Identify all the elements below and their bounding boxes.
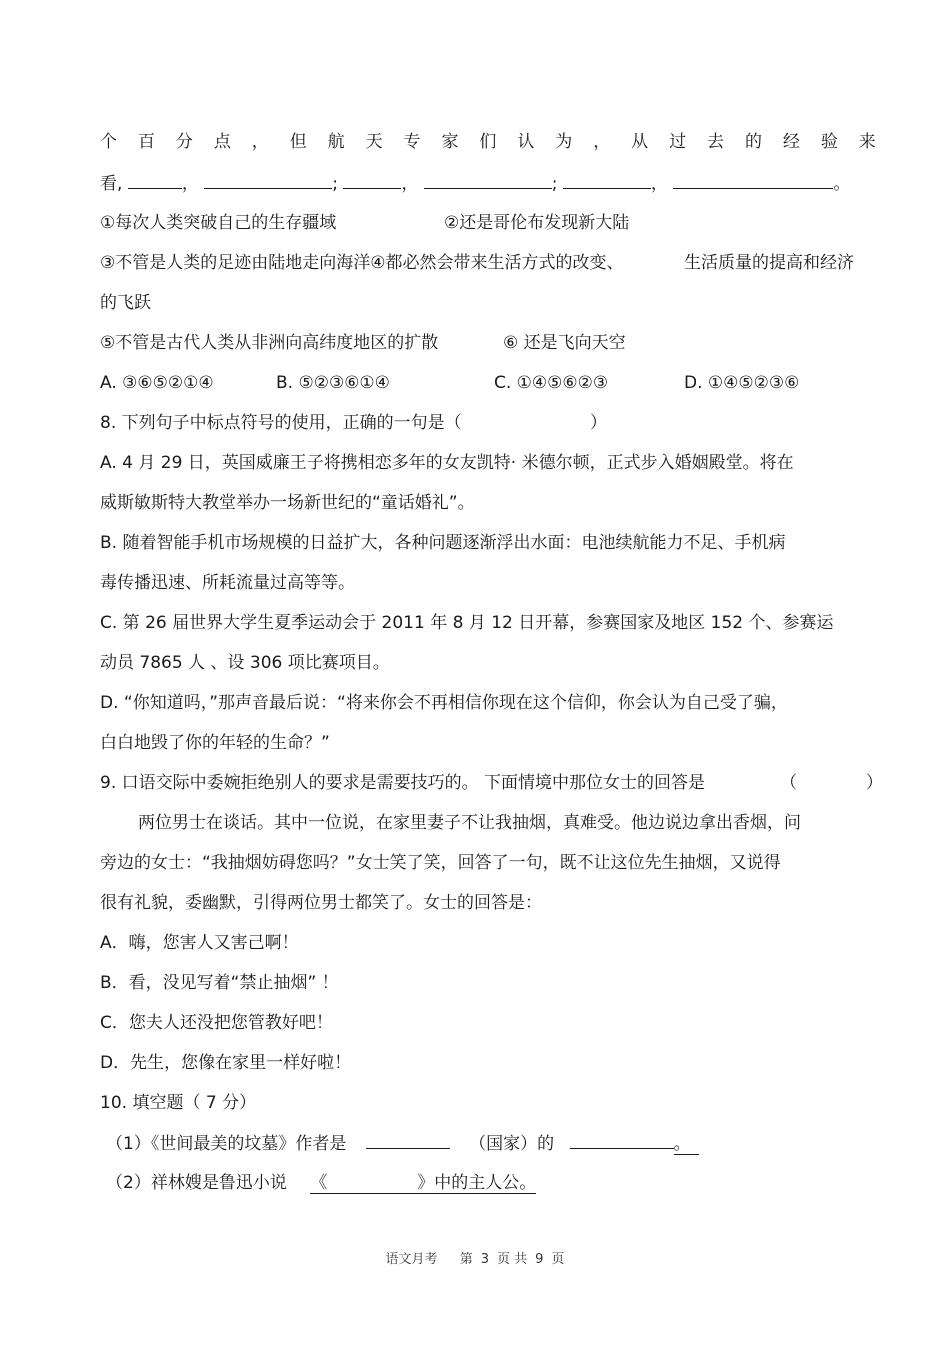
- spread-char: 但: [289, 132, 307, 152]
- q7-option-d[interactable]: D. ①④⑤②③⑥: [684, 373, 800, 393]
- fill-blank-nationality[interactable]: [570, 1132, 674, 1149]
- spread-char: 的: [744, 132, 762, 152]
- q7-option-c[interactable]: C. ①④⑤⑥②③: [494, 373, 609, 393]
- spread-char: 家: [441, 132, 459, 152]
- q7-option-b[interactable]: B. ⑤②③⑥①④: [276, 373, 390, 393]
- q8-option-b-cont: 毒传播迅速、所耗流量过高等等。: [100, 573, 355, 593]
- q9-answer-paren-open[interactable]: （: [780, 773, 797, 793]
- q7-option-a[interactable]: A. ③⑥⑤②①④: [100, 373, 214, 393]
- q10-title: 10. 填空题（ 7 分）: [100, 1093, 257, 1113]
- spread-char: 天: [365, 132, 383, 152]
- q9-answer-paren-close[interactable]: ）: [866, 773, 883, 793]
- q8-option-c[interactable]: C. 第 26 届世界大学生夏季运动会于 2011 年 8 月 12 日开幕，参赛国家及地区 152 个、参赛运: [100, 613, 834, 633]
- spread-char: 个: [100, 132, 117, 152]
- q7-sentence-3: ③不管是人类的足迹由陆地走向海洋④都必然会带来生活方式的改变、: [100, 253, 624, 273]
- spread-char: 去: [707, 132, 724, 152]
- q7-sentence-3-end: 的飞跃: [100, 293, 151, 313]
- q9-option-a[interactable]: A．嗨，您害人又害己啊！: [100, 933, 299, 953]
- q8-option-b[interactable]: B. 随着智能手机市场规模的日益扩大，各种问题逐渐浮出水面：电池续航能力不足、手机病: [100, 533, 786, 553]
- spread-char: ，: [251, 132, 269, 152]
- q7-fill-line: 看, ， ; ， ; ， 。: [100, 174, 851, 194]
- footer-course: 语文月考: [385, 1252, 438, 1267]
- q9-stem: 9. 口语交际中委婉拒绝别人的要求是需要技巧的。 下面情境中那位女士的回答是: [100, 773, 706, 793]
- q10-item-1: （1）《世间最美的坟墓》作者是 （国家）的 。: [106, 1132, 699, 1155]
- fill-blank[interactable]: [563, 172, 651, 189]
- fill-blank-author[interactable]: [366, 1132, 450, 1149]
- q9-passage-line-1: 两位男士在谈话。其中一位说，在家里妻子不让我抽烟，真难受。他边说边拿出香烟，问: [138, 813, 801, 833]
- q9-option-d[interactable]: D．先生，您像在家里一样好啦！: [100, 1053, 352, 1073]
- q8-option-d-cont: 白白地毁了你的年轻的生命？”: [100, 733, 330, 753]
- spread-char: 百: [137, 132, 155, 152]
- q7-sentence-6: ⑥ 还是飞向天空: [503, 333, 626, 353]
- fill-blank[interactable]: [343, 172, 401, 189]
- spread-char: 来: [858, 132, 876, 152]
- q9-option-c[interactable]: C．您夫人还没把您管教好吧！: [100, 1013, 333, 1033]
- q9-passage-line-3: 很有礼貌，委幽默，引得两位男士都笑了。女士的回答是：: [100, 893, 542, 913]
- q7-sentence-5: ⑤不管是古代人类从非洲向高纬度地区的扩散: [100, 333, 439, 353]
- spread-char: 航: [327, 132, 345, 152]
- fill-blank[interactable]: [128, 172, 182, 189]
- q7-continuation-line: [100, 131, 876, 153]
- spread-char: 从: [631, 132, 649, 152]
- spread-char: ，: [593, 132, 611, 152]
- q8-stem: 8. 下列句子中标点符号的使用，正确的一句是（: [100, 413, 462, 433]
- page-footer: 语文月考 第 3 页 共 9 页: [385, 1252, 565, 1267]
- q9-passage-line-2: 旁边的女士：“我抽烟妨碍您吗？”女士笑了笑，回答了一句，既不让这位先生抽烟，又说得: [100, 853, 781, 873]
- spread-char: 点: [213, 132, 231, 152]
- q7-sentence-3-cont: 生活质量的提高和经济: [684, 253, 854, 273]
- footer-page-label: 第: [459, 1252, 473, 1267]
- q7-sentence-2: ②还是哥伦布发现新大陆: [444, 213, 630, 233]
- spread-char: 验: [820, 132, 838, 152]
- spread-char: 专: [403, 132, 421, 152]
- q8-option-a-cont: 威斯敏斯特大教堂举办一场新世纪的“童话婚礼”。: [100, 493, 475, 513]
- q10-item-2: （2）祥林嫂是鲁迅小说 《 》中的主人公。: [106, 1173, 537, 1193]
- spread-char: 经: [782, 132, 800, 152]
- q8-answer-paren[interactable]: ）: [590, 413, 607, 433]
- q8-option-d[interactable]: D. “你知道吗，”那声音最后说：“将来你会不再相信你现在这个信仰，你会认为自己受了骗，: [100, 693, 788, 713]
- fill-blank-novel[interactable]: [327, 1172, 417, 1188]
- q9-option-b[interactable]: B．看，没见写着“禁止抽烟” ！: [100, 973, 339, 993]
- q7-sentence-1: ①每次人类突破自己的生存疆域: [100, 213, 337, 233]
- spread-char: 过: [669, 132, 687, 152]
- footer-page-number: 3: [480, 1252, 489, 1267]
- spread-char: 认: [517, 132, 535, 152]
- spread-char: 为: [555, 132, 573, 152]
- spread-char: 们: [479, 132, 497, 152]
- spread-char: 分: [175, 132, 193, 152]
- footer-total-pages: 9: [535, 1252, 544, 1267]
- fill-blank[interactable]: [424, 172, 552, 189]
- q8-option-c-cont: 动员 7865 人 、设 306 项比赛项目。: [100, 653, 390, 673]
- fill-blank[interactable]: [673, 172, 833, 189]
- q8-option-a[interactable]: A. 4 月 29 日，英国威廉王子将携相恋多年的女友凯特· 米德尔顿，正式步入婚姻殿堂。将在: [100, 453, 794, 473]
- fill-blank[interactable]: [204, 172, 332, 189]
